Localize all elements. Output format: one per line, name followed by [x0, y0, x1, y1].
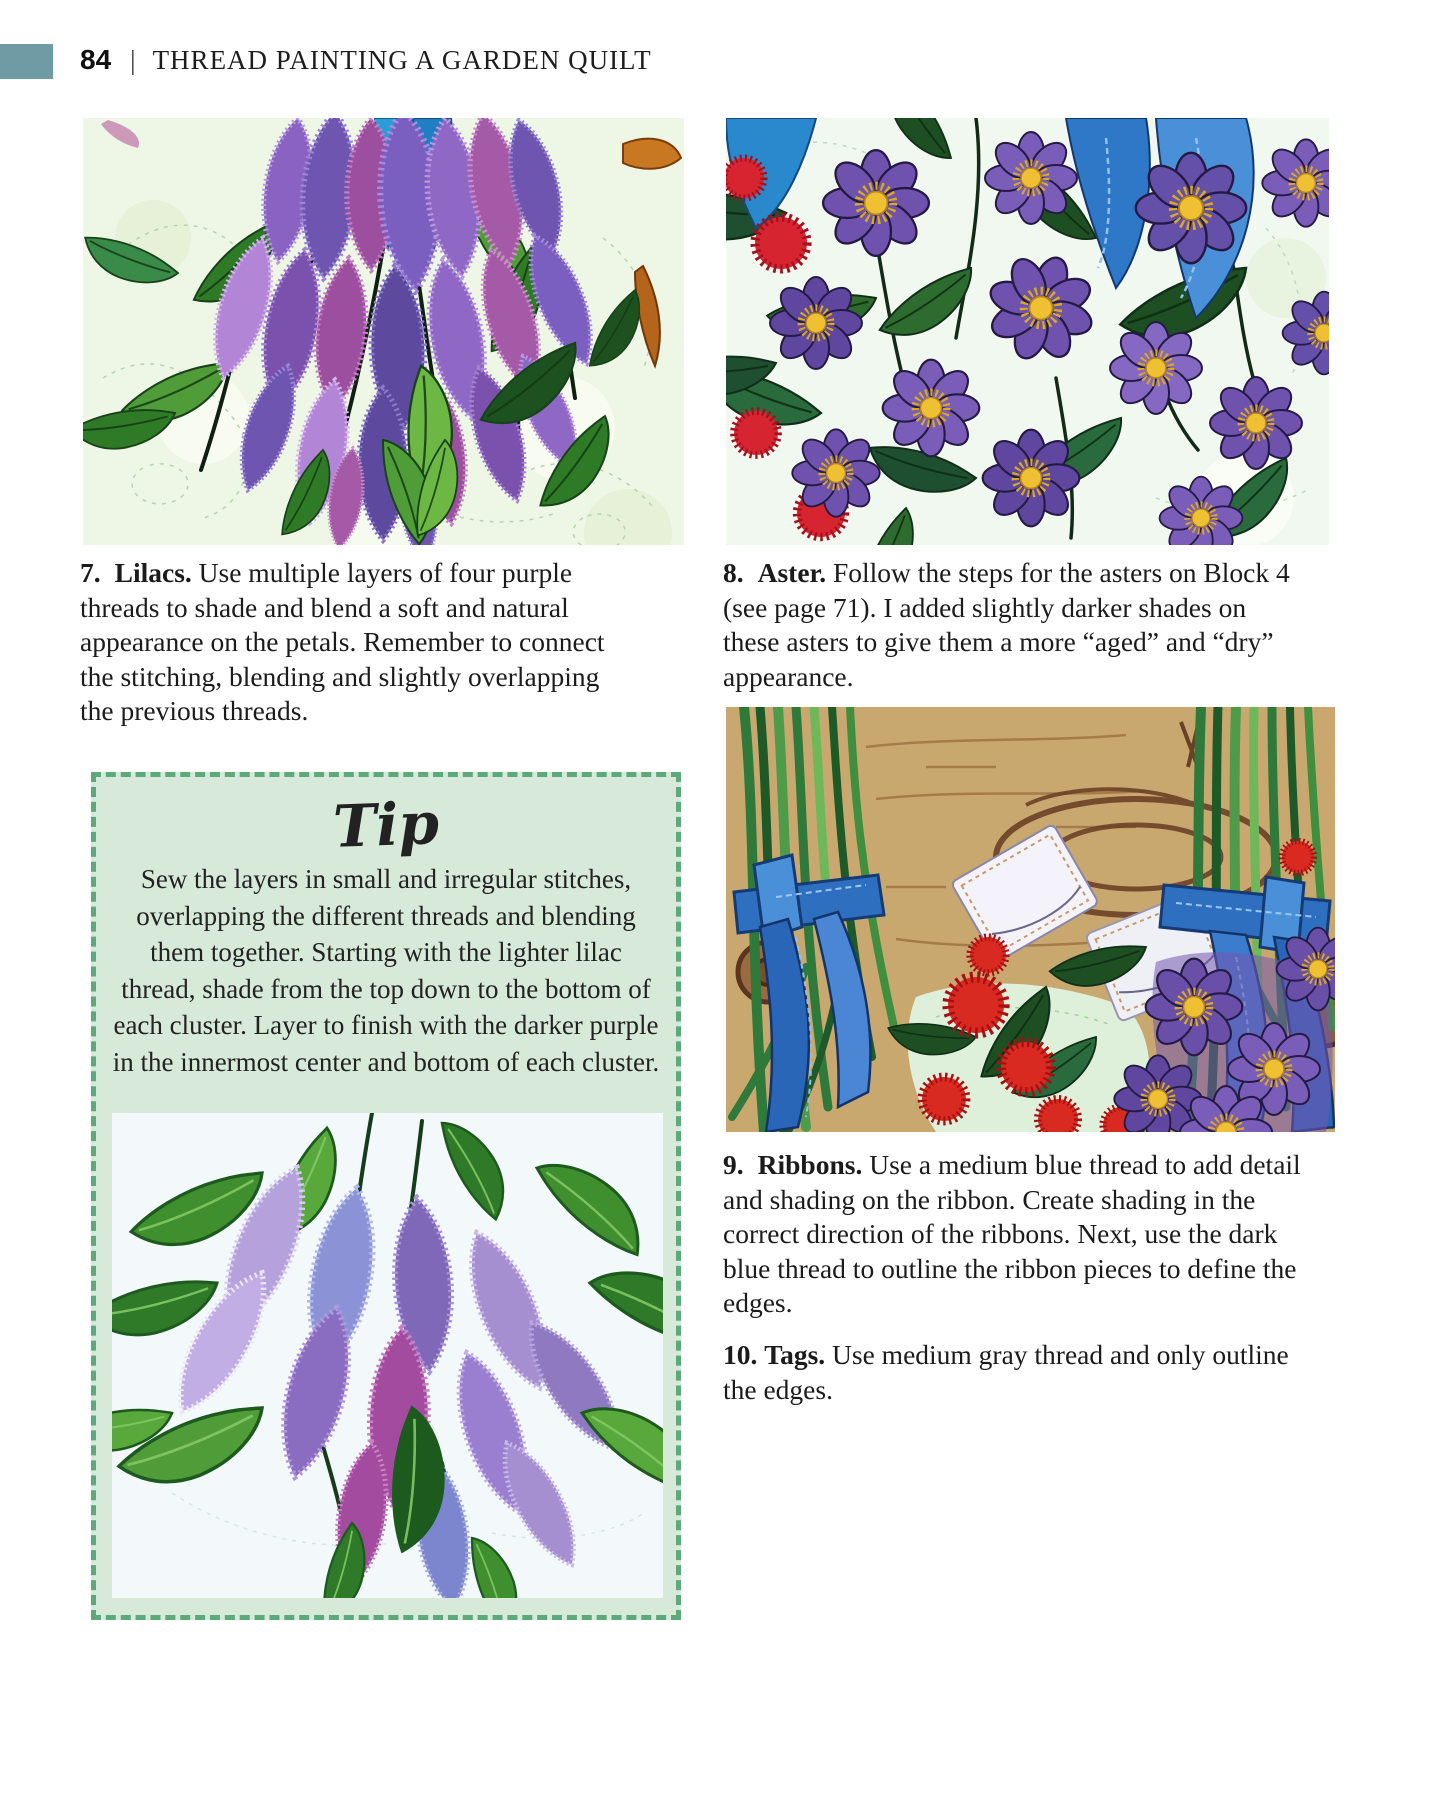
lilac-photo [83, 118, 684, 545]
aster-photo-illustration [726, 118, 1329, 545]
step-8-label: Aster. [757, 557, 827, 588]
tip-photo-illustration [112, 1113, 663, 1598]
step-10-label: Tags. [764, 1339, 826, 1370]
aster-photo [726, 118, 1329, 545]
tip-sample-photo [112, 1113, 663, 1598]
step-10-number: 10. [723, 1339, 758, 1370]
book-title: THREAD PAINTING A GARDEN QUILT [152, 45, 652, 75]
ribbon-photo [726, 707, 1335, 1132]
step-7-text: Use multiple layers of four purple threads to shade and blend a soft and natural appearance on the petals. Remember to connect the stitching, blending and slightly overlapping the previous threads. [80, 557, 605, 726]
step-9-label: Ribbons. [757, 1149, 863, 1180]
step-10-paragraph [723, 1338, 1325, 1407]
lilac-photo-illustration [83, 118, 684, 545]
step-8-paragraph [723, 556, 1295, 694]
step-9-number: 9. [723, 1149, 744, 1180]
page-number: 84 [80, 44, 112, 75]
ribbon-photo-illustration [726, 707, 1335, 1132]
page-edge-accent-bar [0, 44, 53, 79]
step-7-number: 7. [80, 557, 101, 588]
step-10-text: Use medium gray thread and only outline the edges. [723, 1339, 1289, 1405]
step-7-label: Lilacs. [114, 557, 192, 588]
tip-title: Tip [331, 789, 441, 861]
tip-box [91, 772, 681, 1620]
step-9-text: Use a medium blue thread to add detail and shading on the ribbon. Create shading in the correct direction of the ribbons. Next, use the dark blue thread to outline the ribbon pieces to define the edges. [723, 1149, 1301, 1318]
step-8-number: 8. [723, 557, 744, 588]
step-9-paragraph [723, 1148, 1325, 1321]
running-header [80, 44, 652, 76]
header-divider: | [130, 45, 136, 75]
tip-text: Sew the layers in small and irregular stitches, overlapping the different threads and blending them together. Starting with the lighter lilac thread, shade from the top down to the bottom of each cluster. Layer to finish with the darker purple in the innermost center and bottom of each cluster. [112, 864, 660, 1077]
step-7-paragraph [80, 556, 632, 729]
step-8-text: Follow the steps for the asters on Block 4 (see page 71). I added slightly darker shades on these asters to give them a more “aged” and “dry” appearance. [723, 557, 1290, 692]
